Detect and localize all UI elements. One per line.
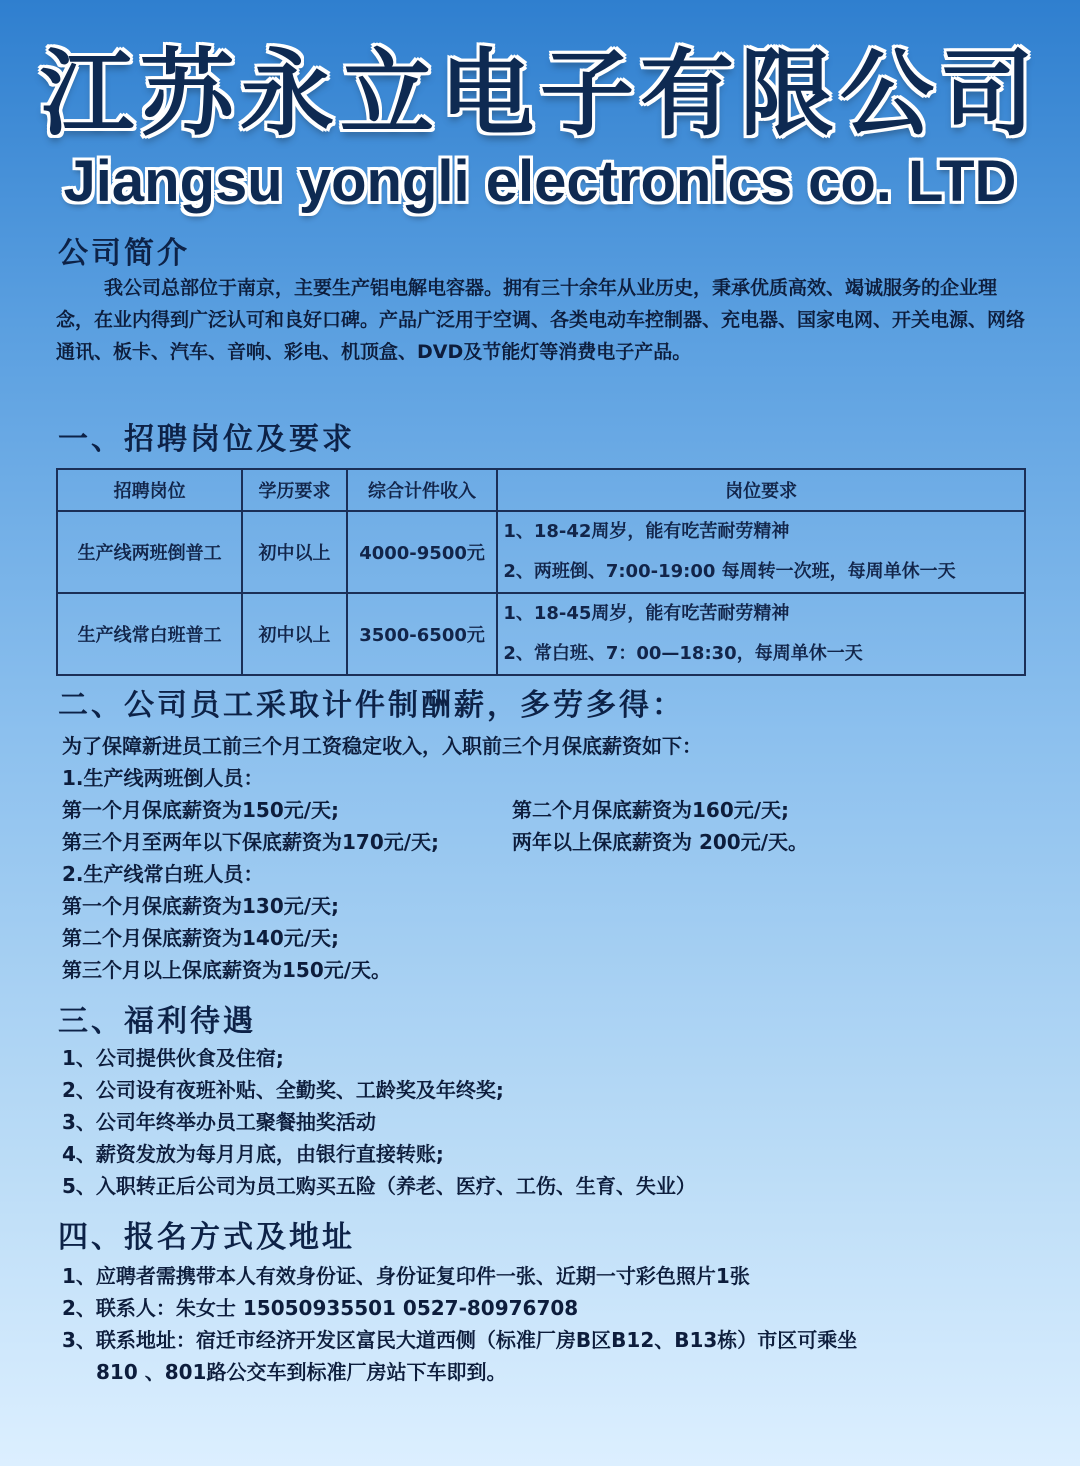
table-header-row	[57, 469, 1025, 511]
welfare-item: 2、公司设有夜班补贴、全勤奖、工龄奖及年终奖;	[62, 1078, 504, 1102]
cell-education: 初中以上	[242, 593, 347, 675]
header	[0, 40, 1080, 212]
salary-g2-month2: 第二个月保底薪资为140元/天;	[62, 926, 340, 950]
salary-g1-month2: 第二个月保底薪资为160元/天;	[512, 798, 790, 822]
welfare-item: 1、公司提供伙食及住宿;	[62, 1046, 284, 1070]
salary-group2-title: 2.生产线常白班人员：	[62, 862, 264, 886]
requirement-line: 2、两班倒、7:00-19:00 每周转一次班，每周单休一天	[503, 561, 956, 582]
welfare-item: 5、入职转正后公司为员工购买五险（养老、医疗、工伤、生育、失业）	[62, 1174, 696, 1198]
header-requirements: 岗位要求	[497, 469, 1025, 511]
welfare-title: 三、福利待遇	[58, 1004, 256, 1039]
apply-contact: 2、联系人：朱女士 15050935501 0527-80976708	[62, 1296, 579, 1320]
apply-address: 3、联系地址：宿迁市经济开发区富民大道西侧（标准厂房B区B12、B13栋）市区可乘坐	[62, 1328, 858, 1352]
cell-position: 生产线两班倒普工	[57, 511, 242, 593]
intro-paragraph: 我公司总部位于南京，主要生产铝电解电容器。拥有三十余年从业历史，秉承优质高效、竭诚服务的企业理念，在业内得到广泛认可和良好口碑。产品广泛用于空调、各类电动车控制器、充电器、国家电网、开关电源、网络通讯、板卡、汽车、音响、彩电、机顶盒、DVD及节能灯等消费电子产品。	[56, 277, 1026, 363]
apply-title: 四、报名方式及地址	[58, 1220, 355, 1255]
cell-education: 初中以上	[242, 511, 347, 593]
salary-title: 二、公司员工采取计件制酬薪，多劳多得：	[58, 688, 685, 723]
cell-position: 生产线常白班普工	[57, 593, 242, 675]
cell-income: 3500-6500元	[347, 593, 498, 675]
cell-income: 4000-9500元	[347, 511, 498, 593]
cell-requirements	[497, 511, 1025, 593]
table-row	[57, 593, 1025, 675]
salary-lead: 为了保障新进员工前三个月工资稳定收入，入职前三个月保底薪资如下：	[62, 734, 702, 758]
requirement-line: 1、18-42周岁，能有吃苦耐劳精神	[503, 521, 790, 542]
requirement-line: 2、常白班、7：00—18:30，每周单休一天	[503, 643, 863, 664]
table-row	[57, 511, 1025, 593]
salary-g1-years: 两年以上保底薪资为 200元/天。	[512, 830, 809, 854]
salary-g1-month1: 第一个月保底薪资为150元/天;	[62, 798, 340, 822]
intro-title: 公司简介	[58, 236, 190, 271]
intro-text	[56, 272, 1032, 368]
apply-item: 1、应聘者需携带本人有效身份证、身份证复印件一张、近期一寸彩色照片1张	[62, 1264, 750, 1288]
salary-g1-month3: 第三个月至两年以下保底薪资为170元/天;	[62, 830, 440, 854]
jobs-title: 一、招聘岗位及要求	[58, 422, 355, 457]
header-education: 学历要求	[242, 469, 347, 511]
salary-group1-title: 1.生产线两班倒人员：	[62, 766, 264, 790]
jobs-table	[56, 468, 1026, 676]
company-name-cn: 江苏永立电子有限公司	[39, 40, 1040, 149]
salary-g2-month3: 第三个月以上保底薪资为150元/天。	[62, 958, 392, 982]
apply-address-cont: 810 、801路公交车到标准厂房站下车即到。	[96, 1360, 507, 1384]
header-position: 招聘岗位	[57, 469, 242, 511]
header-income: 综合计件收入	[347, 469, 498, 511]
company-name-en: Jiangsu yongli electronics co. LTD	[63, 149, 1017, 214]
cell-requirements	[497, 593, 1025, 675]
salary-g2-month1: 第一个月保底薪资为130元/天;	[62, 894, 340, 918]
requirement-line: 1、18-45周岁，能有吃苦耐劳精神	[503, 603, 790, 624]
welfare-item: 4、薪资发放为每月月底，由银行直接转账;	[62, 1142, 444, 1166]
welfare-item: 3、公司年终举办员工聚餐抽奖活动	[62, 1110, 376, 1134]
